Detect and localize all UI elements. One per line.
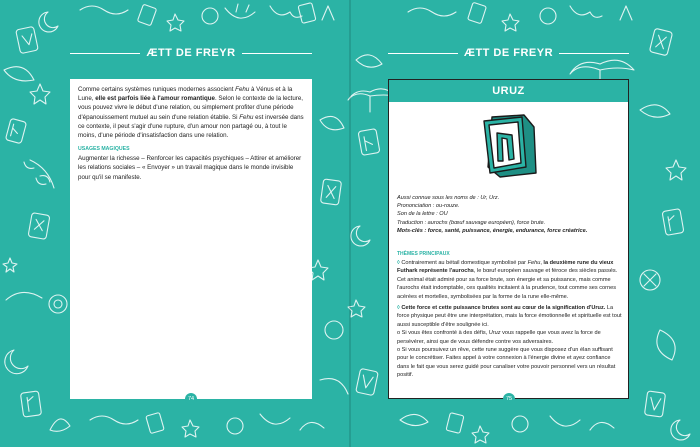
fehu-love-paragraph: Comme certains systèmes runiques modernes associent Fehu à Vénus et à la Lune, elle est parfois liée à l'amour romantique. Selon le contexte de la lecture, vous pouvez vivre le début d'une relation, ou simplement profiter d'une période d'épanouissement mutuel au sein d'une relation établie. Si Fehu est inversée dans ce contexte, il peut s'agir d'une rupture, d'un amour non partagé ou, à tout le moins, d'une période d'insatisfaction dans une relation. [78, 86, 304, 140]
themes-bullet-challenges: o Si vous êtes confronté à des défis, Uruz vous rappelle que vous avez la force de persévérer, ainsi que de vous défendre contre vos adversaires. [397, 330, 601, 345]
themes-heading: THÈMES PRINCIPAUX [397, 251, 450, 257]
rune-details [397, 194, 622, 235]
themes-bullet-dream: o Si vous poursuivez un rêve, cette rune suggère que vous disposez d'un élan suffisant pour le concrétiser. Faites appel à votre connexion à l'énergie divine et ayez confiance dans le fait que vous serez guidé pour canaliser votre pouvoir personnel vers un résultat positif. [397, 347, 616, 379]
rune-sound: Son de la lettre : OU [397, 211, 448, 218]
themes-paragraph-force: ◊ Cette force et cette puissance brutes sont au cœur de la signification d'Uruz. La force physique peut être une interprétation, mais la force émotionnelle et spirituelle est tout aussi susceptible d'être soulignée ici. [397, 305, 622, 328]
left-page-banner-title: ÆTT DE FREYR [140, 47, 241, 59]
rune-name-title: URUZ [389, 80, 628, 102]
themes-paragraph-aurochs: ◊ Contrairement au bétail domestique symbolisé par Fehu, la deuxième rune du vieux Futhark représente l'aurochs, le bœuf européen sauvage et féroce des siècles passés. Cet animal était admiré pour sa force brute, son énergie et sa puissance, mais comme l'aurochs était indomptable, ces qualités incitaient à la prudence, tout comme ses cornes acérées et mortelles, symbolisées par la forme de la rune elle-même. [397, 260, 618, 300]
rune-keywords: Mots-clés : force, santé, puissance, énergie, endurance, force créatrice. [397, 227, 588, 234]
rune-aka: Aussi connue sous les noms de : Ur, Urz. [397, 195, 500, 201]
right-page-number: 75 [503, 393, 515, 405]
book-gutter-shadow [349, 0, 351, 447]
left-page-number: 74 [185, 393, 197, 405]
magic-uses-text: Augmenter la richesse – Renforcer les capacités psychiques – Attirer et améliorer les relations sociales – « Envoyer » un travail magique dans le monde invisible pour qu'il se manifeste. [78, 155, 302, 181]
rune-themes [397, 251, 622, 383]
right-page-card [388, 79, 629, 399]
left-page-banner [70, 46, 312, 60]
left-page-card [70, 79, 312, 399]
right-page-banner-title: ÆTT DE FREYR [458, 47, 559, 59]
rune-pronunciation: Prononciation : ou-rouze. [397, 203, 460, 210]
right-page-banner [388, 46, 629, 60]
magic-uses-heading: USAGES MAGIQUES [78, 146, 130, 153]
rune-translation: Traduction : aurochs (bœuf sauvage européen), force brute. [397, 219, 546, 226]
uruz-rune-tile-icon [474, 111, 544, 181]
